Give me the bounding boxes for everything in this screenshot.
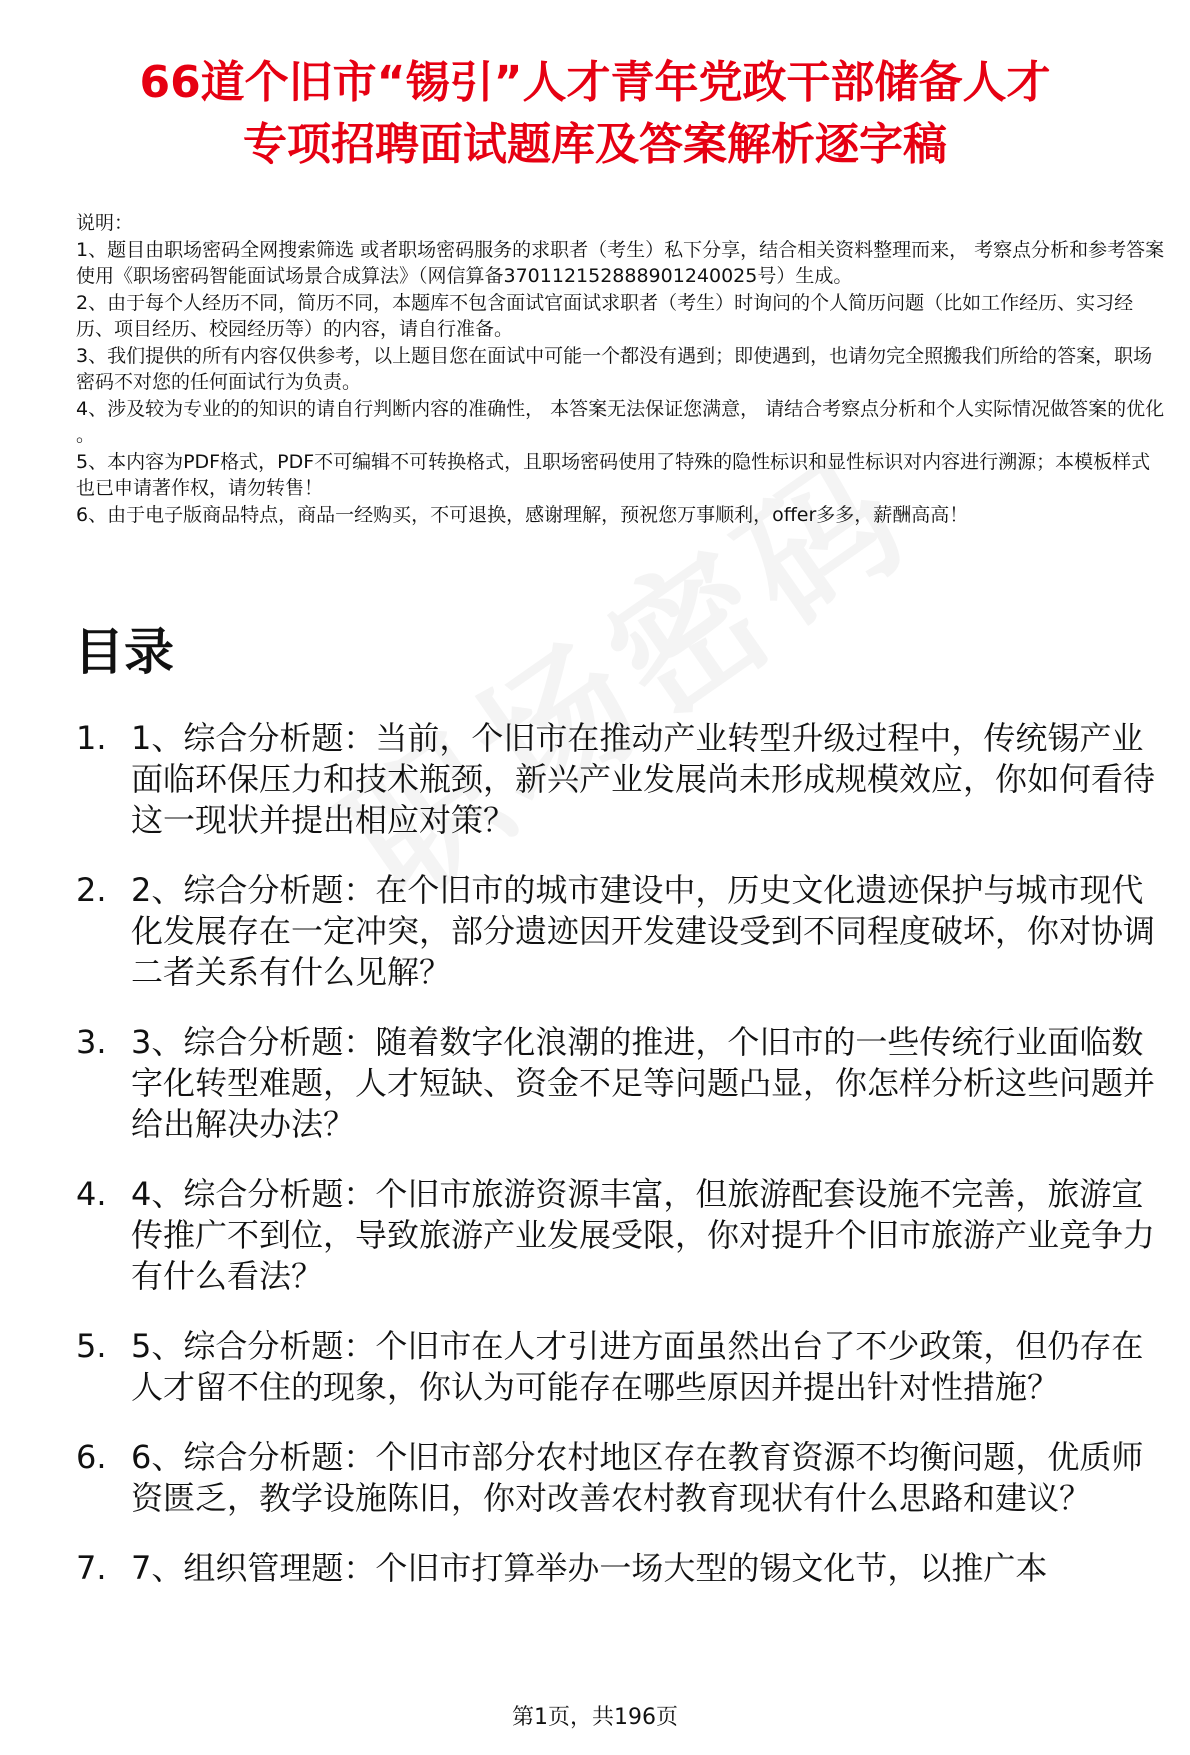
toc-heading: 目录 <box>74 623 174 681</box>
note-item-3: 3、我们提供的所有内容仅供参考，以上题目您在面试中可能一个都没有遇到；即使遇到，也请勿完全照搬我们所给的答案，职场密码不对您的任何面试行为负责。 <box>76 344 1153 393</box>
toc-item-1[interactable] <box>76 718 1166 841</box>
notes-heading: 说明： <box>76 212 134 234</box>
note-item-4: 4、涉及较为专业的的知识的请自行判断内容的准确性， 本答案无法保证您满意， 请结合考察点分析和个人实际情况做答案的优化 。 <box>76 397 1165 446</box>
toc-item-6[interactable] <box>76 1437 1166 1519</box>
note-item-5: 5、本内容为PDF格式，PDF不可编辑不可转换格式，且职场密码使用了特殊的隐性标识和显性标识对内容进行溯源；本模板样式也已申请著作权，请勿转售！ <box>76 450 1151 499</box>
toc-item-text[interactable]: 5、综合分析题：个旧市在人才引进方面虽然出台了不少政策，但仍存在人才留不住的现象，你认为可能存在哪些原因并提出针对性措施？ <box>131 1327 1144 1406</box>
toc-item-number: 2. <box>76 871 107 909</box>
toc-item-text[interactable]: 7、组织管理题：个旧市打算举办一场大型的锡文化节，以推广本 <box>131 1549 1048 1587</box>
toc-item-number: 7. <box>76 1549 107 1587</box>
toc-item-number: 3. <box>76 1023 107 1061</box>
toc-item-text[interactable]: 2、综合分析题：在个旧市的城市建设中，历史文化遗迹保护与城市现代化发展存在一定冲突，部分遗迹因开发建设受到不同程度破坏，你对协调二者关系有什么见解？ <box>131 871 1156 991</box>
notes-section <box>76 210 1166 528</box>
note-item-1: 1、题目由职场密码全网搜索筛选 或者职场密码服务的求职者（考生）私下分享，结合相关资料整理而来， 考察点分析和参考答案使用《职场密码智能面试场景合成算法》（网信算备370112152888901240025号）生成。 <box>76 238 1165 287</box>
title-line-2: 专项招聘面试题库及答案解析逐字稿 <box>243 119 947 170</box>
document-title <box>60 52 1130 176</box>
note-item-2: 2、由于每个人经历不同，简历不同，本题库不包含面试官面试求职者（考生）时询问的个人简历问题（比如工作经历、实习经历、项目经历、校园经历等）的内容，请自行准备。 <box>76 291 1134 340</box>
toc-list <box>76 718 1166 1618</box>
toc-item-3[interactable] <box>76 1022 1166 1145</box>
toc-item-text[interactable]: 1、综合分析题：当前，个旧市在推动产业转型升级过程中，传统锡产业面临环保压力和技术瓶颈，新兴产业发展尚未形成规模效应，你如何看待这一现状并提出相应对策？ <box>131 719 1156 839</box>
toc-item-4[interactable] <box>76 1174 1166 1297</box>
toc-item-number: 6. <box>76 1438 107 1476</box>
toc-item-text[interactable]: 6、综合分析题：个旧市部分农村地区存在教育资源不均衡问题，优质师资匮乏，教学设施陈旧，你对改善农村教育现状有什么思路和建议？ <box>131 1438 1144 1517</box>
toc-item-2[interactable] <box>76 870 1166 993</box>
title-line-1: 66道个旧市“锡引”人才青年党政干部储备人才 <box>139 57 1051 108</box>
toc-item-text[interactable]: 4、综合分析题：个旧市旅游资源丰富，但旅游配套设施不完善，旅游宣传推广不到位，导致旅游产业发展受限，你对提升个旧市旅游产业竞争力有什么看法？ <box>131 1175 1156 1295</box>
toc-item-text[interactable]: 3、综合分析题：随着数字化浪潮的推进，个旧市的一些传统行业面临数字化转型难题，人才短缺、资金不足等问题凸显，你怎样分析这些问题并给出解决办法？ <box>131 1023 1156 1143</box>
toc-item-number: 5. <box>76 1327 107 1365</box>
page-number-footer: 第1页，共196页 <box>512 1705 678 1730</box>
toc-item-number: 4. <box>76 1175 107 1213</box>
note-item-6: 6、由于电子版商品特点，商品一经购买，不可退换，感谢理解，预祝您万事顺利，offer多多，薪酬高高！ <box>76 503 969 526</box>
toc-item-5[interactable] <box>76 1326 1166 1408</box>
toc-item-number: 1. <box>76 719 107 757</box>
toc-item-7[interactable] <box>76 1548 1166 1589</box>
